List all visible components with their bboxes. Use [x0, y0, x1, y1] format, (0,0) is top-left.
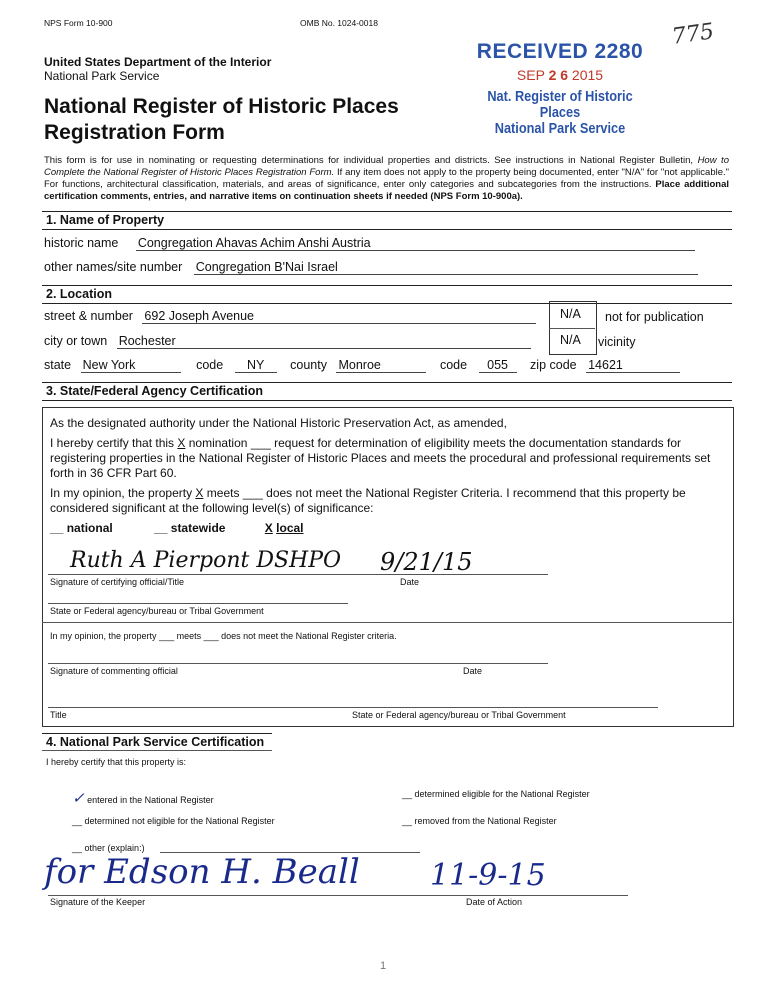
publication-na[interactable]: N/A [560, 307, 581, 321]
level-statewide: statewide [170, 521, 226, 535]
agency-label: State or Federal agency/bureau or Tribal Government [50, 606, 264, 616]
action-date-handwritten: 11-9-15 [430, 858, 546, 893]
section-1-title: 1. Name of Property [46, 213, 165, 227]
section-3-divider [42, 622, 732, 623]
section-4-heading [42, 733, 272, 751]
opinion-pre: In my opinion, the property [50, 486, 196, 500]
action-date-label: Date of Action [466, 897, 523, 907]
entered-checkmark-icon[interactable]: ✓ [72, 790, 85, 807]
street-row [44, 309, 536, 324]
nomination-check[interactable]: X [177, 436, 186, 450]
na-divider [549, 328, 595, 329]
statewide-blank[interactable]: __ [154, 521, 168, 535]
removed-label: removed from the National Register [414, 816, 557, 826]
other-label: other (explain:) [84, 843, 145, 853]
not-eligible-label: determined not eligible for the National Register [84, 816, 275, 826]
department-name: United States Department of the Interior [44, 55, 272, 69]
stamp-date-month: SEP [516, 67, 545, 83]
stamp-received: RECEIVED 2280 [476, 40, 644, 63]
stamp-line2: National Park Service [494, 121, 626, 137]
entered-label: entered in the National Register [87, 795, 214, 805]
certify-post: nomination ___ request for determination of eligibility meets the documentation standards for registering properties in the National Register of Historic Places and meets the procedural and professional requirements set forth in 36 CFR Part 60. [50, 436, 711, 480]
keeper-signature-line [48, 895, 628, 896]
street-label: street & number [44, 309, 133, 323]
received-stamp [455, 40, 665, 137]
stamp-date-day: 2 6 [548, 67, 569, 83]
county-field[interactable]: Monroe [336, 358, 426, 373]
date-label: Date [400, 577, 420, 587]
handwritten-number: 775 [670, 19, 716, 50]
city-row [44, 334, 531, 349]
section-3-heading [42, 382, 732, 401]
commenting-opinion: In my opinion, the property ___ meets ___ does not meet the National Register criteria. [50, 631, 397, 641]
signature-label: Signature of certifying official/Title [50, 577, 185, 587]
title-label: Title [50, 710, 67, 720]
meets-check[interactable]: X [195, 486, 204, 500]
historic-name-field[interactable]: Congregation Ahavas Achim Anshi Austria [136, 236, 695, 251]
agency-line [48, 603, 348, 604]
commenting-signature-line [48, 663, 548, 664]
authority-statement: As the designated authority under the National Historic Preservation Act, as amended, [50, 416, 507, 430]
commenting-signature-label: Signature of commenting official [50, 666, 178, 676]
removed-option [402, 816, 557, 826]
service-name: National Park Service [44, 69, 160, 83]
state-label: state [44, 358, 72, 372]
eligible-blank[interactable]: __ [402, 789, 413, 799]
intro-italic: How to Complete the National Register of Historic Places Registration Form. [44, 155, 729, 178]
state-row [44, 358, 680, 373]
form-title: National Register of Historic Places [44, 95, 399, 118]
intro-text: This form is for use in nominating or requesting determinations for individual properties and districts. See instructions in National Register Bulletin, [44, 155, 698, 166]
certify-statement [50, 436, 726, 481]
stamp-line1: Nat. Register of Historic Places [487, 89, 633, 121]
county-label: county [290, 358, 327, 372]
form-subtitle: Registration Form [44, 121, 225, 144]
other-blank[interactable]: __ [72, 843, 83, 853]
opinion-statement [50, 486, 726, 516]
certifying-signature: Ruth A Pierpont DSHPO [70, 548, 342, 573]
city-field[interactable]: Rochester [117, 334, 531, 349]
section-3-title: 3. State/Federal Agency Certification [46, 384, 263, 398]
opinion-post: meets ___ does not meet the National Register Criteria. I recommend that this property be considered significant at the following level(s) of significance: [50, 486, 686, 515]
form-number: NPS Form 10-900 [44, 18, 113, 28]
county-code-field[interactable]: 055 [479, 358, 517, 373]
certifying-date-handwritten: 9/21/15 [380, 548, 473, 576]
historic-name-label: historic name [44, 236, 119, 250]
other-names-label: other names/site number [44, 260, 183, 274]
omb-number: OMB No. 1024-0018 [300, 18, 378, 28]
not-eligible-option [72, 816, 275, 826]
eligible-label: determined eligible for the National Register [414, 789, 590, 799]
certify-pre: I hereby certify that this [50, 436, 178, 450]
state-field[interactable]: New York [81, 358, 181, 373]
state-code-field[interactable]: NY [235, 358, 277, 373]
level-local: local [276, 521, 304, 535]
stamp-date-year: 2015 [571, 67, 604, 83]
city-label: city or town [44, 334, 108, 348]
signature-line [48, 574, 548, 575]
entered-option [72, 789, 214, 807]
zip-label: zip code [530, 358, 577, 372]
national-blank[interactable]: __ [50, 521, 64, 535]
intro-text-2: If any item does not apply to the property being documented, enter "N/A" for "not applicable." For functions, architectural classification, materials, and areas of significance, enter only categories and subcategories from the instructions. [44, 167, 730, 190]
vicinity-na[interactable]: N/A [560, 333, 581, 347]
other-names-row [44, 260, 698, 275]
eligible-option [402, 789, 590, 799]
historic-name-row [44, 236, 695, 251]
street-field[interactable]: 692 Joseph Avenue [142, 309, 536, 324]
keeper-certify: I hereby certify that this property is: [46, 757, 187, 767]
other-names-field[interactable]: Congregation B'Nai Israel [194, 260, 698, 275]
commenting-date-label: Date [463, 666, 483, 676]
stamp-date [455, 67, 665, 83]
section-2-title: 2. Location [46, 287, 112, 301]
keeper-label: Signature of the Keeper [50, 897, 146, 907]
page-number: 1 [380, 960, 387, 972]
section-1-heading [42, 211, 732, 230]
vicinity-label: vicinity [598, 335, 636, 349]
removed-blank[interactable]: __ [402, 816, 413, 826]
significance-levels [50, 521, 304, 536]
commenting-agency-label: State or Federal agency/bureau or Tribal Government [352, 710, 566, 720]
local-check[interactable]: X [264, 521, 273, 535]
county-code-label: code [439, 358, 468, 372]
section-4-title: 4. National Park Service Certification [46, 735, 265, 749]
intro-bold: Place additional certification comments, entries, and narrative items on continuation sheets if needed (NPS Form 10-900a). [44, 179, 730, 202]
title-line [48, 707, 658, 708]
state-code-label: code [196, 358, 224, 372]
level-national: national [66, 521, 113, 535]
not-eligible-blank[interactable]: __ [72, 816, 83, 826]
intro-paragraph [44, 155, 729, 203]
publication-label: not for publication [605, 310, 704, 324]
section-4-underline [42, 750, 272, 751]
zip-field[interactable]: 14621 [586, 358, 680, 373]
keeper-signature: for Edson H. Beall [44, 852, 360, 892]
section-2-heading [42, 285, 732, 304]
